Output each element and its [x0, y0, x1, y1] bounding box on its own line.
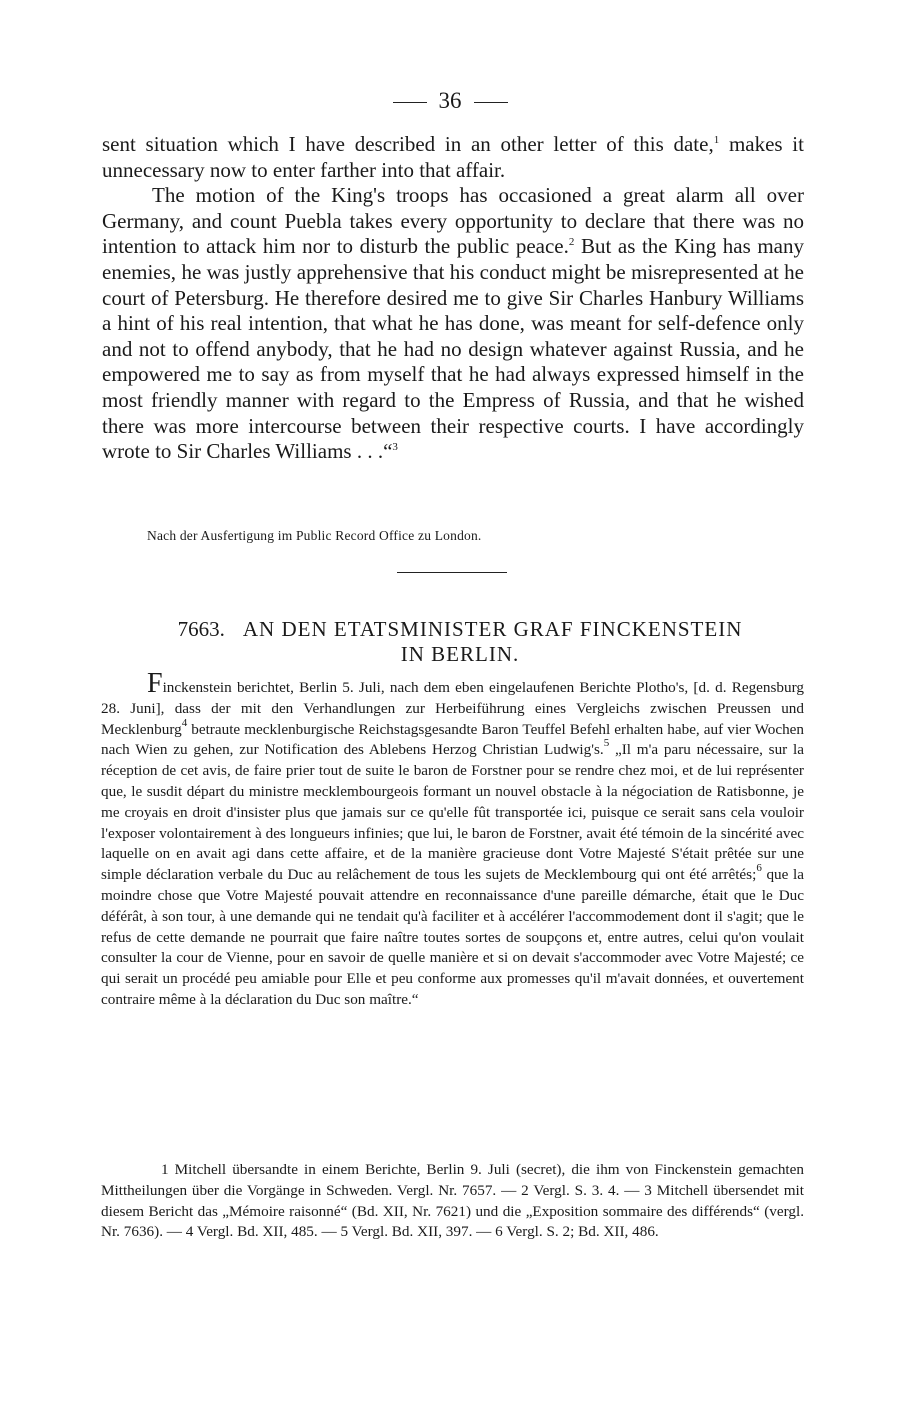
letter-paragraph-1: [102, 132, 804, 183]
body-text-b: betraute mecklenburgische Reichstagsgesandte Baron Teuffel Befehl erhalten habe, auf vier Wochen nach Wien zu gehen, zur Notification des Ablebens Herzog Christian Ludwig's.: [101, 720, 804, 759]
document-body: [101, 668, 805, 1011]
body-text-c: „Il m'a paru nécessaire, sur la réception de cet avis, de faire prier tout de suite le baron de Forstner pour se rendre chez moi, et de lui représenter que, le susdit départ du ministre mecklembourgeois formant un nouvel obstacle à la négociation de Ratisbonne, je me croyais en droit d'insister plus que jamais sur ce qu'elle fût transportée ici, puisque ce serait sans cela vouloir l'exposer volontairement à des longueurs infinies; que lui, le baron de Forstner, avait été témoin de la sincérité avec laquelle on en avait agi dans cette affaire, et de la manière gracieuse dont Votre Majesté S'était prêtée sur une simple déclaration verbale du Duc au relâchement de tous les sujets de Mecklembourg qui ont été arrêtés;: [101, 741, 804, 884]
body-text-d: que la moindre chose que Votre Majesté pouvait attendre en reconnaissance d'une pareille démarche, était que le Duc déférât, à son tour, à une demande qui ne tendait qu'à faciliter et à accélérer l'accommodement dont il s'agit; que le refus de cette demande ne pourrait que faire naître toutes sortes de soupçons et, entre autres, celui qu'on voulait consulter la cour de Vienne, pour en savoir de quelle manière et si on devait s'accommoder avec Votre Majesté; ce qui serait un procédé peu amiable pour Elle et peu conforme aux promesses qu'il m'avait données, et ouvertement contraire même à la déclaration du Duc son maître.“: [101, 866, 805, 1008]
heading-line-2: IN BERLIN.: [400, 642, 520, 666]
letter-p1-text: sent situation which I have described in an other letter of this date,: [102, 132, 714, 156]
footnotes-text: 1 Mitchell übersandte in einem Berichte, Berlin 9. Juli (secret), die ihm von Finckenstein gemachten Mittheilungen über die Vorgänge in Schweden. Vergl. Nr. 7657. — 2 Vergl. S. 3. 4. — 3 Mitchell übersendet mit diesem Bericht das „Mémoire raisonné“ (Bd. XII, Nr. 7621) und die „Exposition sommaire des différends“ (vergl. Nr. 7636). — 4 Vergl. Bd. XII, 485. — 5 Vergl. Bd. XII, 397. — 6 Vergl. S. 2; Bd. XII, 486.: [101, 1161, 804, 1241]
right-dash: [474, 102, 508, 103]
heading-line-1: AN DEN ETATSMINISTER GRAF FINCKENSTEIN: [242, 617, 743, 641]
left-dash: [393, 102, 427, 103]
section-separator: [397, 572, 507, 573]
body-text-a: inckenstein berichtet, Berlin 5. Juli, nach dem eben eingelaufenen Berichte Plotho's, [d. d. Regensburg 28. Juni], dass der mit den Verhandlungen zur Herbeiführung eines Vergleichs zwischen Preussen und Mecklenburg: [101, 679, 804, 738]
letter-p2-text-b: But as the King has many enemies, he was justly apprehensive that his conduct might be misrepresented at he court of Petersburg. He therefore desired me to give Sir Charles Hanbury Williams a hint of his real intention, that what he has done, was meant for self-defence only and not to offend anybody, that he had no design whatever against Russia, and he empowered me to say as from myself that he had always expressed himself in the most friendly manner with regard to the Empress of Russia, and that he wished there was more intercourse between their respective courts. I have accordingly wrote to Sir Charles Williams . . .“: [102, 234, 805, 464]
drop-cap: F: [147, 668, 163, 699]
body-paragraph: [101, 668, 805, 1011]
letter-p2-text-a: The motion of the King's troops has occasioned a great alarm all over Germany, and count Puebla takes every opportunity to declare that there was no intention to attack him nor to disturb the public peace.: [102, 183, 804, 259]
footnote-ref-2: 2: [568, 236, 575, 249]
footnote-ref-4: 4: [181, 716, 188, 729]
letter-p1-end: makes it unnecessary now to enter farther into that affair.: [102, 132, 804, 182]
footnote-ref-3: 3: [392, 441, 398, 454]
letter-continuation: [102, 132, 804, 465]
page-number: 36: [438, 88, 462, 113]
footnote-ref-6: 6: [756, 862, 762, 875]
page-number-header: [0, 86, 900, 116]
source-note: Nach der Ausfertigung im Public Record Office zu London.: [147, 528, 482, 543]
letter-paragraph-2: [102, 183, 804, 465]
document-number: 7663.: [177, 617, 225, 641]
document-heading: [130, 617, 790, 667]
footnote-ref-1: 1: [713, 134, 720, 146]
footnotes: [101, 1160, 804, 1243]
footnote-ref-5: 5: [603, 737, 610, 750]
